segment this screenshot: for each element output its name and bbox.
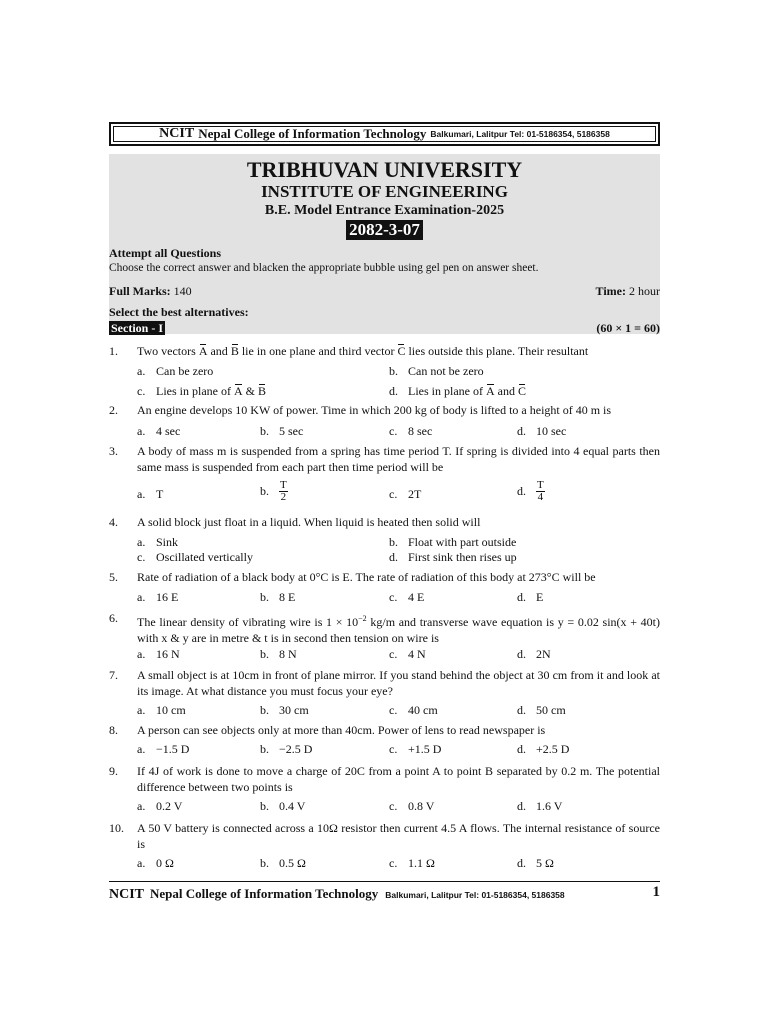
option-text: E [536, 590, 544, 604]
option-text: Can not be zero [408, 364, 484, 378]
question-text [137, 344, 660, 360]
option-text: 0.4 V [279, 799, 306, 813]
option-text: +1.5 D [408, 742, 442, 756]
vector-a: A [233, 384, 243, 398]
vector-a: A [198, 344, 208, 358]
footer-rule [109, 881, 660, 882]
full-marks-label: Full Marks: [109, 284, 171, 298]
option-c[interactable] [389, 487, 421, 502]
option-text: 4 E [408, 590, 425, 604]
footer-ncit: NCIT [109, 887, 145, 902]
option-d[interactable] [517, 856, 554, 871]
option-text: 8 E [279, 590, 296, 604]
option-c[interactable] [389, 799, 434, 814]
option-text: T [156, 487, 164, 501]
option-text: 10 cm [156, 703, 186, 717]
option-text: 5 Ω [536, 856, 554, 870]
option-letter: c. [389, 424, 398, 438]
option-text: 1.1 Ω [408, 856, 435, 870]
question-number: 2. [109, 403, 118, 417]
option-letter: b. [389, 535, 398, 549]
option-letter: b. [260, 856, 269, 870]
question-text: A 50 V battery is connected across a 10Ω resistor then current 4.5 A flows. The internal resistance of source is [137, 821, 660, 851]
section-marks: (60 × 1 = 60) [596, 321, 660, 335]
option-c[interactable] [389, 590, 424, 605]
option-letter: b. [260, 590, 269, 604]
option-d[interactable] [389, 384, 526, 399]
option-a[interactable] [137, 487, 163, 502]
option-a[interactable] [137, 703, 186, 718]
option-text: 16 E [156, 590, 179, 604]
option-text: and [494, 384, 518, 398]
section-label: Section - I [111, 321, 163, 335]
question-text: A person can see objects only at more than 40cm. Power of lens to read newspaper is [137, 723, 546, 737]
option-text: First sink then rises up [408, 550, 517, 564]
option-text: 8 N [279, 647, 297, 661]
option-d[interactable] [389, 550, 517, 565]
option-b[interactable] [389, 364, 484, 379]
option-text: 40 cm [408, 703, 438, 717]
question-number: 3. [109, 444, 118, 458]
question-text [137, 611, 660, 646]
option-letter: a. [137, 364, 146, 378]
page-number: 1 [652, 884, 660, 900]
q6-text-part: kg/m and transverse wave equation is y = 0.02 sin(x + 40t) with x & y are in metre & t is in second then tension on wire is [137, 615, 660, 645]
question-text: A solid block just float in a liquid. When liquid is heated then solid will [137, 515, 481, 529]
option-letter: c. [137, 550, 146, 564]
option-d[interactable] [517, 480, 545, 503]
question-number: 8. [109, 723, 118, 737]
option-text: 10 sec [536, 424, 567, 438]
vector-c: C [517, 384, 526, 398]
banner-address: Balkumari, Lalitpur Tel: 01-5186354, 5186358 [430, 129, 610, 139]
option-d[interactable] [517, 799, 562, 814]
option-text: Lies in plane of [156, 384, 231, 398]
option-letter: a. [137, 856, 146, 870]
option-d[interactable] [517, 647, 551, 662]
option-b[interactable] [260, 647, 297, 662]
option-text: 50 cm [536, 703, 566, 717]
option-text: −1.5 D [156, 742, 190, 756]
option-letter: c. [389, 856, 398, 870]
option-letter: a. [137, 742, 146, 756]
question-number: 1. [109, 344, 118, 358]
option-letter: a. [137, 424, 146, 438]
time-value: 2 hour [629, 284, 660, 298]
option-b[interactable] [260, 424, 303, 439]
footer-college-name: Nepal College of Information Technology [150, 886, 379, 901]
option-letter: a. [137, 799, 146, 813]
page-footer [109, 885, 660, 903]
option-letter: d. [517, 703, 526, 717]
option-b[interactable] [260, 856, 306, 871]
option-text: 0.5 Ω [279, 856, 306, 870]
option-text: −2.5 D [279, 742, 313, 756]
vector-a: A [485, 384, 495, 398]
option-text: 2T [408, 487, 422, 501]
time-allowed [596, 284, 660, 299]
option-text: & [242, 384, 258, 398]
option-text: 4 sec [156, 424, 181, 438]
option-letter: d. [517, 647, 526, 661]
option-text: 5 sec [279, 424, 304, 438]
question-text: If 4J of work is done to move a charge of 20C from a point A to point B separated by 0.2 m. The potential difference between two points is [137, 764, 660, 794]
option-letter: d. [517, 424, 526, 438]
option-text: Float with part outside [408, 535, 517, 549]
option-text: Lies in plane of [408, 384, 483, 398]
option-letter: a. [137, 487, 146, 501]
question-number: 7. [109, 668, 118, 682]
question-number: 10. [109, 821, 124, 835]
option-letter: d. [389, 550, 398, 564]
option-text: 0 Ω [156, 856, 174, 870]
option-letter: b. [260, 703, 269, 717]
q1-text-part: lie in one plane and third vector [238, 344, 398, 358]
college-banner [109, 122, 660, 146]
q6-text-part: The linear density of vibrating wire is 1 × 10 [137, 615, 359, 629]
option-d[interactable] [517, 590, 543, 605]
fraction [536, 480, 545, 503]
numerator: T [537, 479, 544, 491]
exam-date: 2082-3-07 [346, 220, 423, 240]
option-letter: d. [389, 384, 398, 398]
option-text: +2.5 D [536, 742, 570, 756]
option-letter: b. [260, 484, 269, 498]
option-text: 30 cm [279, 703, 309, 717]
vector-b: B [230, 344, 239, 358]
question-text: Rate of radiation of a black body at 0°C is E. The rate of radiation of this body at 273°C will be [137, 570, 596, 584]
option-b[interactable] [260, 480, 288, 503]
option-letter: d. [517, 742, 526, 756]
option-c[interactable] [389, 856, 435, 871]
option-d[interactable] [517, 703, 566, 718]
question-number: 5. [109, 570, 118, 584]
option-text: 0.2 V [156, 799, 183, 813]
option-b[interactable] [389, 535, 516, 550]
option-letter: d. [517, 799, 526, 813]
option-letter: c. [389, 742, 398, 756]
option-text: Sink [156, 535, 179, 549]
option-letter: b. [260, 799, 269, 813]
q1-text-part: lies outside this plane. Their resultant [405, 344, 589, 358]
university-title: TRIBHUVAN UNIVERSITY [246, 157, 523, 182]
option-b[interactable] [260, 742, 312, 757]
option-a[interactable] [137, 590, 178, 605]
question-number: 4. [109, 515, 118, 529]
numerator: T [280, 479, 287, 491]
attempt-heading: Attempt all Questions [109, 246, 221, 260]
option-a[interactable] [137, 856, 174, 871]
option-b[interactable] [260, 799, 305, 814]
question-number: 6. [109, 611, 118, 625]
full-marks-value: 140 [173, 284, 192, 298]
fraction [279, 480, 288, 503]
option-a[interactable] [137, 799, 182, 814]
denominator: 2 [280, 491, 287, 503]
banner-ncit: NCIT [159, 126, 195, 141]
option-c[interactable] [389, 742, 441, 757]
full-marks [109, 284, 192, 299]
question-text: A body of mass m is suspended from a spring has time period T. If spring is divided into 4 equal parts then same mass is suspended from each part then time period will be [137, 444, 660, 474]
option-letter: b. [260, 742, 269, 756]
option-c[interactable] [389, 647, 426, 662]
option-text: 16 N [156, 647, 180, 661]
option-letter: c. [389, 647, 398, 661]
option-c[interactable] [137, 550, 253, 565]
option-a[interactable] [137, 647, 180, 662]
option-letter: c. [389, 799, 398, 813]
option-text: Can be zero [156, 364, 214, 378]
option-a[interactable] [137, 535, 178, 550]
option-letter: b. [260, 647, 269, 661]
option-text: 8 sec [408, 424, 433, 438]
option-letter: b. [389, 364, 398, 378]
option-letter: c. [389, 703, 398, 717]
option-letter: c. [389, 590, 398, 604]
option-b[interactable] [260, 590, 295, 605]
q1-text-part: Two vectors [137, 344, 199, 358]
option-c[interactable] [389, 424, 432, 439]
vector-b: B [258, 384, 267, 398]
instruction-text: Choose the correct answer and blacken the appropriate bubble using gel pen on answer sheet. [109, 262, 539, 274]
q6-exponent: −2 [358, 614, 367, 623]
denominator: 4 [537, 491, 544, 503]
select-heading: Select the best alternatives: [109, 305, 249, 319]
option-text: Oscillated vertically [156, 550, 253, 564]
footer-address: Balkumari, Lalitpur Tel: 01-5186354, 5186358 [385, 890, 565, 900]
question-number: 9. [109, 764, 118, 778]
option-letter: a. [137, 647, 146, 661]
question-text: An engine develops 10 KW of power. Time in which 200 kg of body is lifted to a height of 40 m is [137, 403, 612, 417]
option-letter: c. [137, 384, 146, 398]
option-letter: d. [517, 856, 526, 870]
option-text: 2N [536, 647, 551, 661]
option-text: 1.6 V [536, 799, 563, 813]
banner-college-name: Nepal College of Information Technology [198, 126, 427, 141]
option-letter: c. [389, 487, 398, 501]
question-text: A small object is at 10cm in front of plane mirror. If you stand behind the object at 30 cm from it and look at its image. At what distance you must focus your eye? [137, 668, 660, 698]
exam-title: B.E. Model Entrance Examination-2025 [264, 203, 505, 218]
option-c[interactable] [137, 384, 266, 399]
option-letter: a. [137, 590, 146, 604]
q1-text-part: and [207, 344, 231, 358]
option-letter: a. [137, 703, 146, 717]
option-letter: d. [517, 590, 526, 604]
option-d[interactable] [517, 742, 569, 757]
vector-c: C [397, 344, 406, 358]
option-letter: a. [137, 535, 146, 549]
option-a[interactable] [137, 424, 180, 439]
option-letter: b. [260, 424, 269, 438]
option-a[interactable] [137, 364, 213, 379]
option-b[interactable] [260, 703, 309, 718]
option-text: 0.8 V [408, 799, 435, 813]
time-label: Time: [595, 284, 626, 298]
option-c[interactable] [389, 703, 438, 718]
option-text: 4 N [408, 647, 426, 661]
option-a[interactable] [137, 742, 189, 757]
option-d[interactable] [517, 424, 566, 439]
option-letter: d. [517, 484, 526, 498]
institute-title: INSTITUTE OF ENGINEERING [261, 182, 508, 201]
